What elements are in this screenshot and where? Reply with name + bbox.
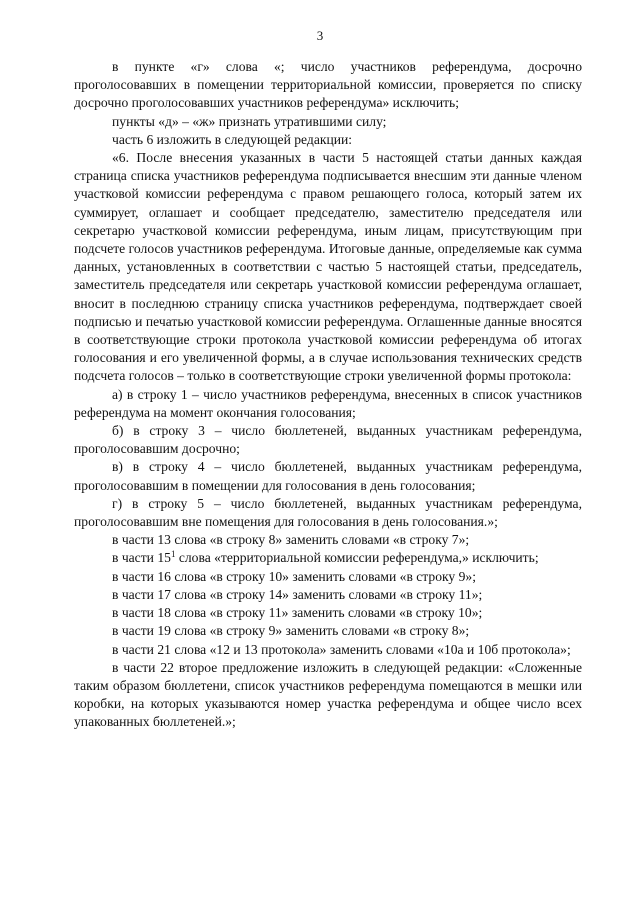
paragraph-part-17: в части 17 слова «в строку 14» заменить словами «в строку 11»; — [112, 586, 483, 602]
paragraph-items-d-zh-repeal: пункты «д» – «ж» признать утратившими силу; — [112, 113, 387, 129]
paragraph-part-22: в части 22 второе предложение изложить в следующей редакции: «Сложенные таким образом бюллетени, список участников референдума помещаются в мешки или коробки, на которых указываются номер участка референдума и общее число всех упакованных бюллетеней.»; — [74, 659, 582, 730]
paragraph-line-1: а) в строку 1 – число участников референдума, внесенных в список участников референдума на момент окончания голосования; — [74, 386, 582, 420]
document-body — [74, 58, 582, 732]
part-15-text-before: в части 15 — [112, 550, 171, 566]
paragraph-part-16: в части 16 слова «в строку 10» заменить словами «в строку 9»; — [112, 568, 476, 584]
paragraph-part-6-intro: часть 6 изложить в следующей редакции: — [112, 131, 353, 147]
paragraph-part-13: в части 13 слова «в строку 8» заменить словами «в строку 7»; — [112, 532, 470, 548]
part-15-superscript: 1 — [170, 549, 176, 560]
paragraph-part-19: в части 19 слова «в строку 9» заменить словами «в строку 8»; — [112, 623, 470, 639]
page-number: 3 — [316, 28, 324, 43]
paragraph-item-g-amendment: в пункте «г» слова «; число участников референдума, досрочно проголосовавших в помещении территориальной комиссии, проверяется по списку досрочно проголосовавших участников референдума» исключить; — [74, 59, 582, 111]
part-15-text-after: слова «территориальной комиссии референдума,» исключить; — [175, 550, 539, 566]
paragraph-part-15-1 — [74, 549, 582, 567]
paragraph-part-21: в части 21 слова «12 и 13 протокола» заменить словами «10а и 10б протокола»; — [112, 641, 571, 657]
paragraph-line-4: в) в строку 4 – число бюллетеней, выданных участникам референдума, проголосовавшим в помещении для голосования в день голосования; — [74, 459, 582, 493]
paragraph-line-3: б) в строку 3 – число бюллетеней, выданных участникам референдума, проголосовавшим досрочно; — [74, 423, 582, 457]
paragraph-part-6-text: «6. После внесения указанных в части 5 настоящей статьи данных каждая страница списка участников референдума подписывается внесшим эти данные членом участковой комиссии референдума с правом решающего голоса, который затем их суммирует, оглашает и сообщает председателю, заместителю председателя или секретарю участковой комиссии референдума, иным лицам, присутствующим при подсчете голосов участников референдума. Итоговые данные, определяемые как сумма данных, установленных в соответствии с частью 5 настоящей статьи, председатель, заместитель председателя или секретарь участковой комиссии референдума оглашает, вносит в последнюю страницу списка участников референдума, подтверждает своей подписью и печатью участковой комиссии референдума. Оглашенные данные вносятся в соответствующие строки протокола участковой комиссии референдума об итогах голосования и его увеличенной формы, а в случае использования технических средств подсчета голосов – только в соответствующие строки увеличенной формы протокола: — [74, 150, 582, 384]
paragraph-line-5: г) в строку 5 – число бюллетеней, выданных участникам референдума, проголосовавшим вне помещения для голосования в день голосования.»; — [74, 495, 582, 530]
paragraph-part-18: в части 18 слова «в строку 11» заменить словами «в строку 10»; — [112, 605, 483, 621]
